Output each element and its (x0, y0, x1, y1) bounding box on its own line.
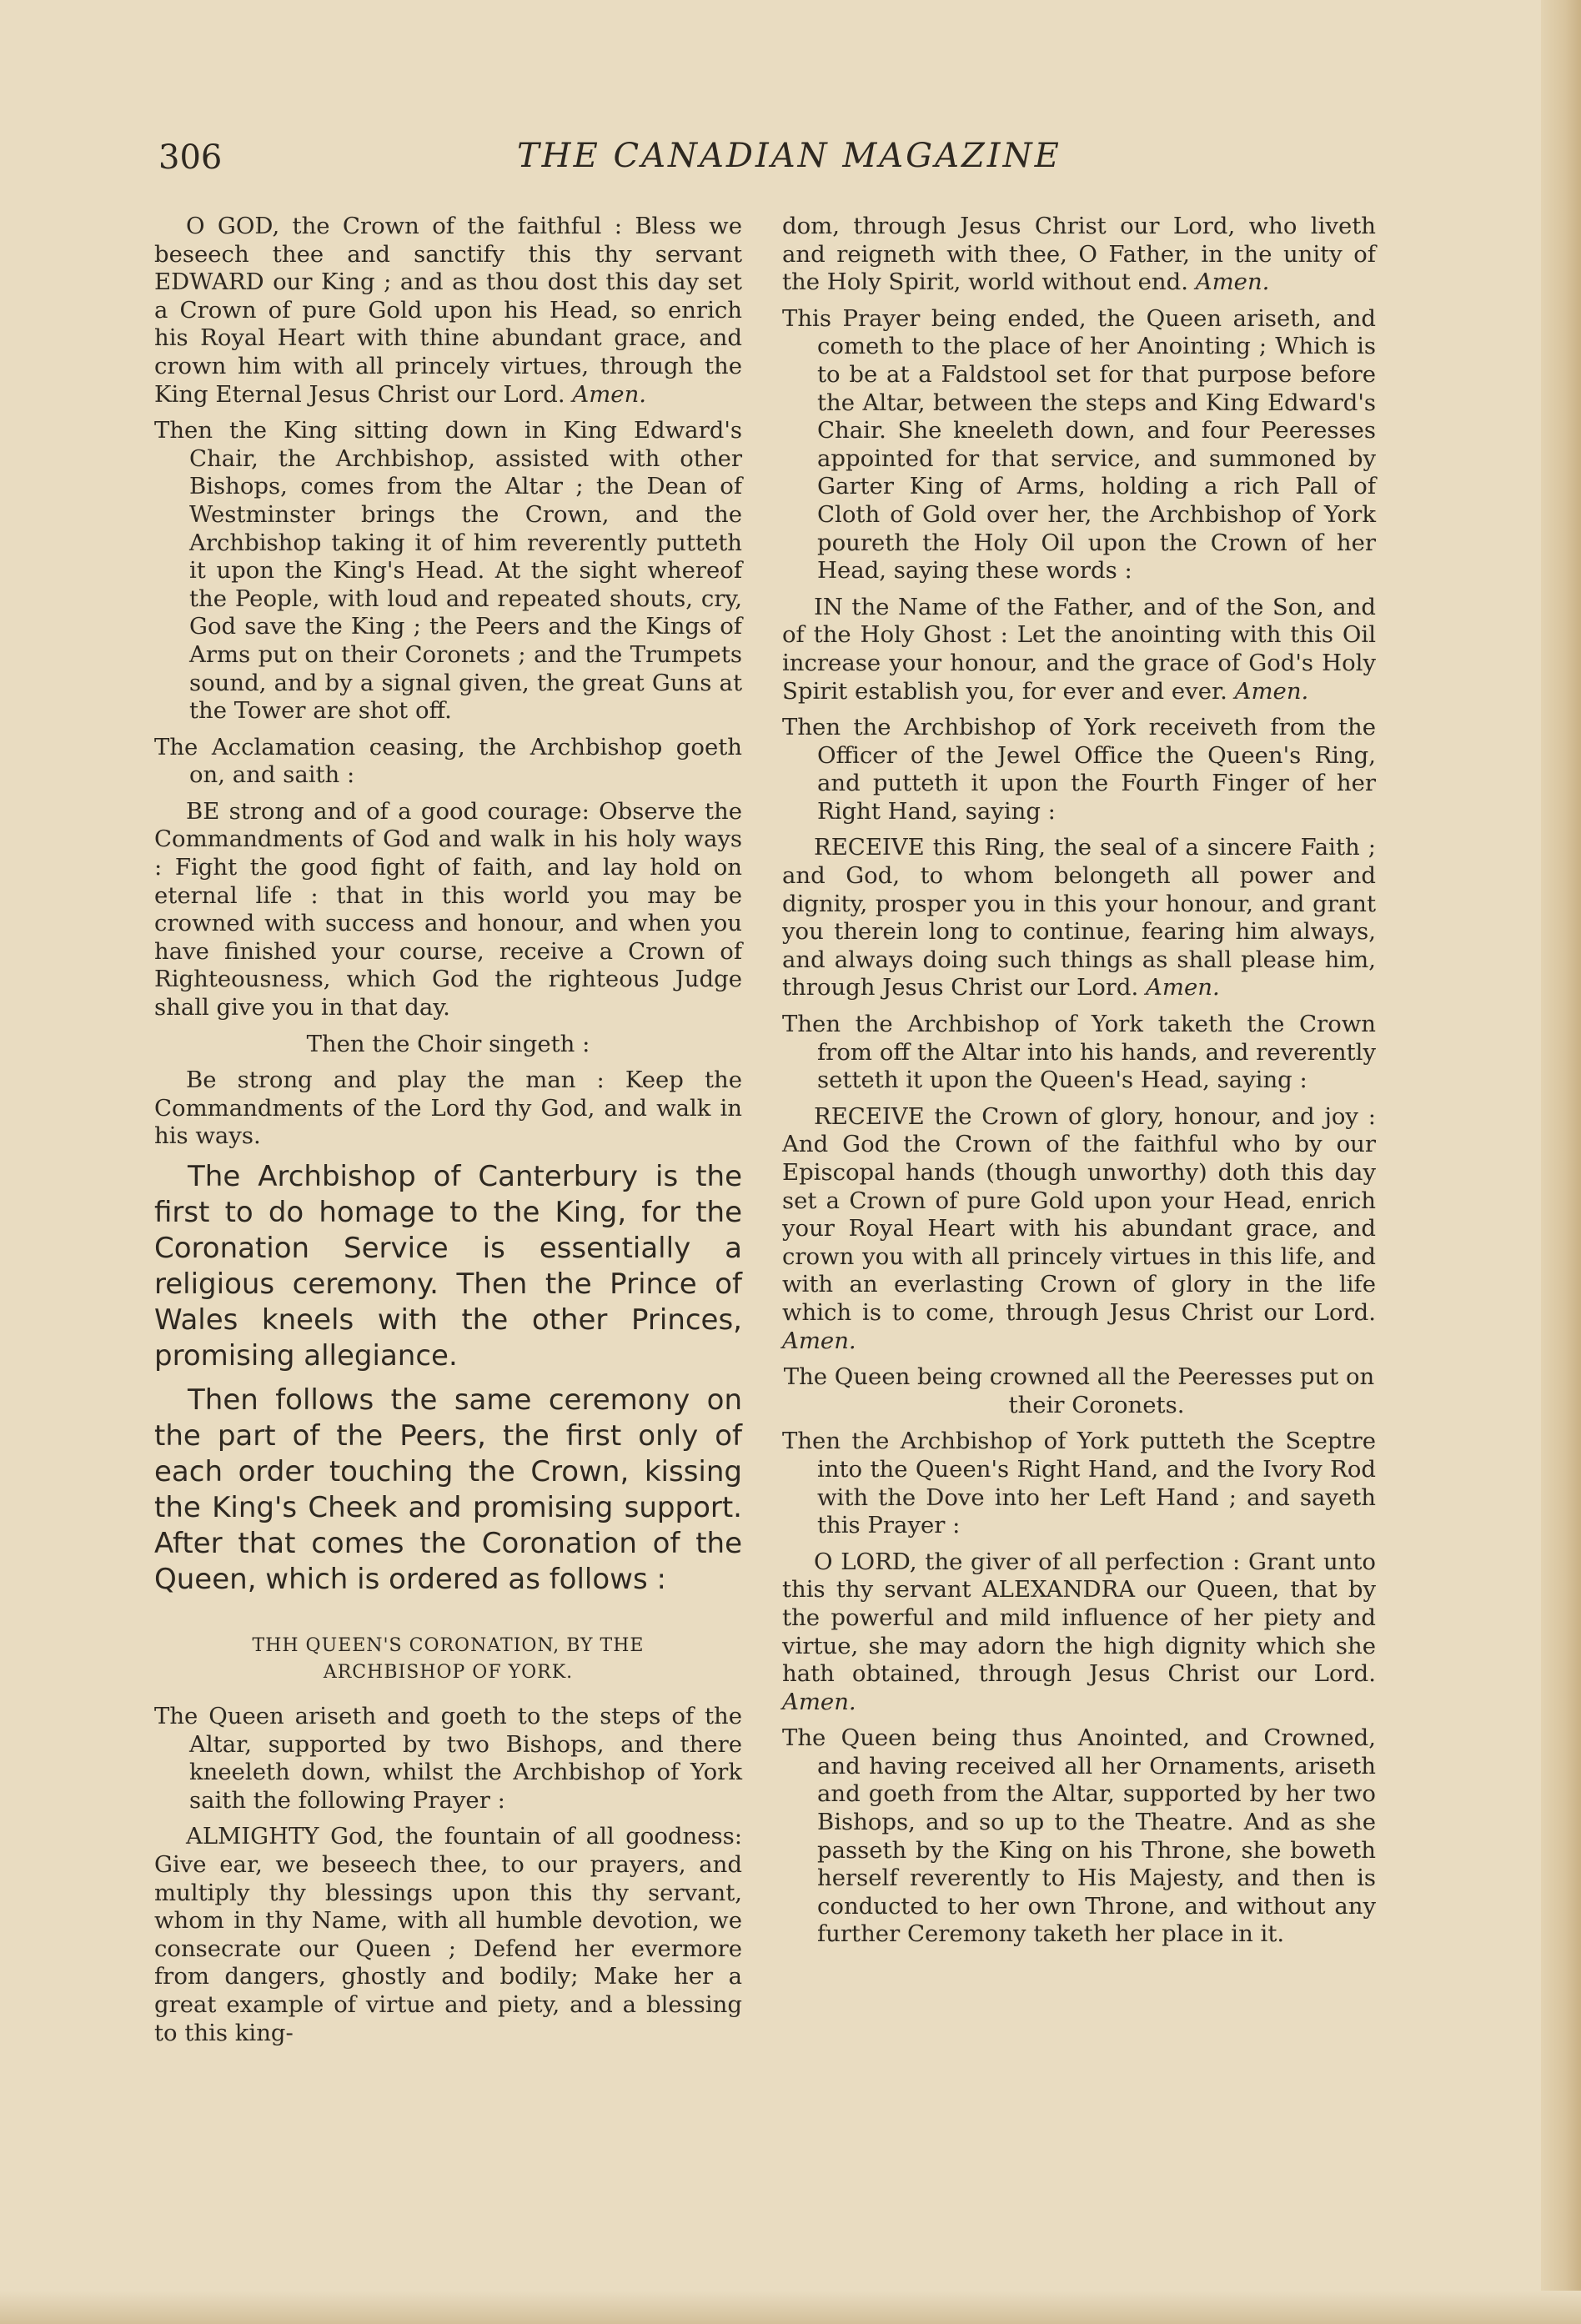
amen: Amen. (782, 1688, 856, 1715)
page-header (158, 133, 1384, 183)
amen: Amen. (572, 380, 647, 408)
rubric-queen-ariseth: The Queen ariseth and goeth to the steps of the Altar, supported by two Bishops, and there kneeleth down, whilst the Archbishop of York saith the following Prayer : (154, 1703, 742, 1814)
amen: Amen. (1195, 269, 1270, 296)
exhortation-be-strong: BE strong and of a good courage: Observe the Commandments of God and walk in his holy ways : Fight the good fight of faith, and lay hold on eternal life : that in this world you may be crowned with success and honour, and when you have finished your course, receive a Crown of Righteousness, which God the righteous Judge shall give you in that day. (154, 797, 742, 1021)
right-column (782, 213, 1376, 1957)
prayer-crown-of-faithful: O GOD, the Crown of the faithful : Bless we beseech thee and sanctify this thy servant EDWARD our King ; and as thou dost this day set a Crown of pure Gold upon his Head, so enrich his Royal Heart with thine abundant grace, and crown him with all princely virtues, through the King Eternal Jesus Christ our Lord. Amen. (154, 213, 742, 408)
narrative-peers: Then follows the same ceremony on the part of the Peers, the first only of each order touching the Crown, kissing the King's Cheek and promising support. After that comes the Coronation of the Queen, which is ordered as follows : (154, 1383, 742, 1596)
rubric-sceptre: Then the Archbishop of York putteth the Sceptre into the Queen's Right Hand, and the Ivory Rod with the Dove into her Left Hand ; and sayeth this Prayer : (782, 1428, 1376, 1539)
rubric-queen-throne: The Queen being thus Anointed, and Crowned, and having received all her Ornaments, ariseth and goeth from the Altar, supported by her two Bishops, and so up to the Theatre. And as she passeth by the King on his Throne, she boweth herself reverently to His Majesty, and then is conducted to her own Throne, and without any further Ceremony taketh her place in it. (782, 1724, 1376, 1948)
rubric-crown-queen: Then the Archbishop of York taketh the Crown from off the Altar into his hands, and reverently setteth it upon the Queen's Head, saying : (782, 1011, 1376, 1094)
rubric-peeresses: The Queen being crowned all the Peeresses put on their Coronets. (783, 1363, 1375, 1418)
narrative-homage: The Archbishop of Canterbury is the first to do homage to the King, for the Coronation Service is essentially a religious ceremony. Then the Prince of Wales kneels with the other Princes, promising allegiance. (154, 1160, 742, 1373)
section-heading-queens-coronation: THH QUEEN'S CORONATION, BY THE ARCHBISHOP OF YORK. (252, 1635, 645, 1683)
page-edge (1541, 0, 1581, 2324)
left-column (154, 213, 742, 2055)
amen: Amen. (782, 1327, 856, 1354)
amen: Amen. (1146, 974, 1220, 1001)
prayer-ring: RECEIVE this Ring, the seal of a sincere Faith ; and God, to whom belongeth all power and dignity, prosper you in this your honour, and grant you therein long to continue, fearing him always, and always doing such things as shall please him, through Jesus Christ our Lord. Amen. (782, 834, 1376, 1001)
page-bottom-edge (0, 2291, 1581, 2324)
rubric-king-crowned: Then the King sitting down in King Edward's Chair, the Archbishop, assisted with other Bishops, comes from the Altar ; the Dean of Westminster brings the Crown, and the Archbishop taking it of him reverently putteth it upon the King's Head. At the sight whereof the People, with loud and repeated shouts, cry, God save the King ; the Peers and the Kings of Arms put on their Coronets ; and the Trumpets sound, and by a signal given, the great Guns at the Tower are shot off. (154, 417, 742, 725)
rubric-anointing: This Prayer being ended, the Queen ariseth, and cometh to the place of her Anointing ; Which is to be at a Faldstool set for that purpose before the Altar, between the steps and King Edward's Chair. She kneeleth down, and four Peeresses appointed for that service, and summoned by Garter King of Arms, holding a rich Pall of Cloth of Gold over her, the Archbishop of York poureth the Holy Oil upon the Crown of her Head, saying these words : (782, 304, 1376, 585)
rubric-ring: Then the Archbishop of York receiveth from the Officer of the Jewel Office the Queen's Ring, and putteth it upon the Fourth Finger of her Right Hand, saying : (782, 714, 1376, 825)
anthem-be-strong: Be strong and play the man : Keep the Commandments of the Lord thy God, and walk in his ways. (154, 1067, 742, 1150)
prayer-crown-of-glory: RECEIVE the Crown of glory, honour, and joy : And God the Crown of the faithful who by our Episcopal hands (though unworthy) doth this day set a Crown of pure Gold upon your Head, enrich your Royal Heart with his abundant grace, and crown you with all princely virtues in this life, and with an everlasting Crown of glory in the life which is to come, through Jesus Christ our Lord. Amen. (782, 1102, 1376, 1354)
page-number: 306 (158, 138, 223, 177)
prayer-almighty-god: ALMIGHTY God, the fountain of all goodness: Give ear, we beseech thee, to our prayers, and multiply thy blessings upon this thy servant, whom in thy Name, with all humble devotion, we consecrate our Queen ; Defend her evermore from dangers, ghostly and bodily; Make her a great example of virtue and piety, and a blessing to this king- (154, 1823, 742, 2046)
running-title: THE CANADIAN MAGAZINE (517, 137, 1062, 175)
prayer-continuation: dom, through Jesus Christ our Lord, who liveth and reigneth with thee, O Father, in the unity of the Holy Spirit, world without end. Amen. (782, 213, 1376, 296)
prayer-anointing: IN the Name of the Father, and of the Son, and of the Holy Ghost : Let the anointing with this Oil increase your honour, and the grace of God's Holy Spirit establish you, for ever and ever. Amen. (782, 593, 1376, 705)
rubric-acclamation: The Acclamation ceasing, the Archbishop goeth on, and saith : (154, 733, 742, 789)
prayer-o-lord: O LORD, the giver of all perfection : Grant unto this thy servant ALEXANDRA our Queen, that by the powerful and mild influence of her piety and virtue, she may adorn the high dignity which she hath obtained, through Jesus Christ our Lord. Amen. (782, 1548, 1376, 1715)
amen: Amen. (1234, 677, 1309, 705)
rubric-choir: Then the Choir singeth : (306, 1030, 590, 1057)
